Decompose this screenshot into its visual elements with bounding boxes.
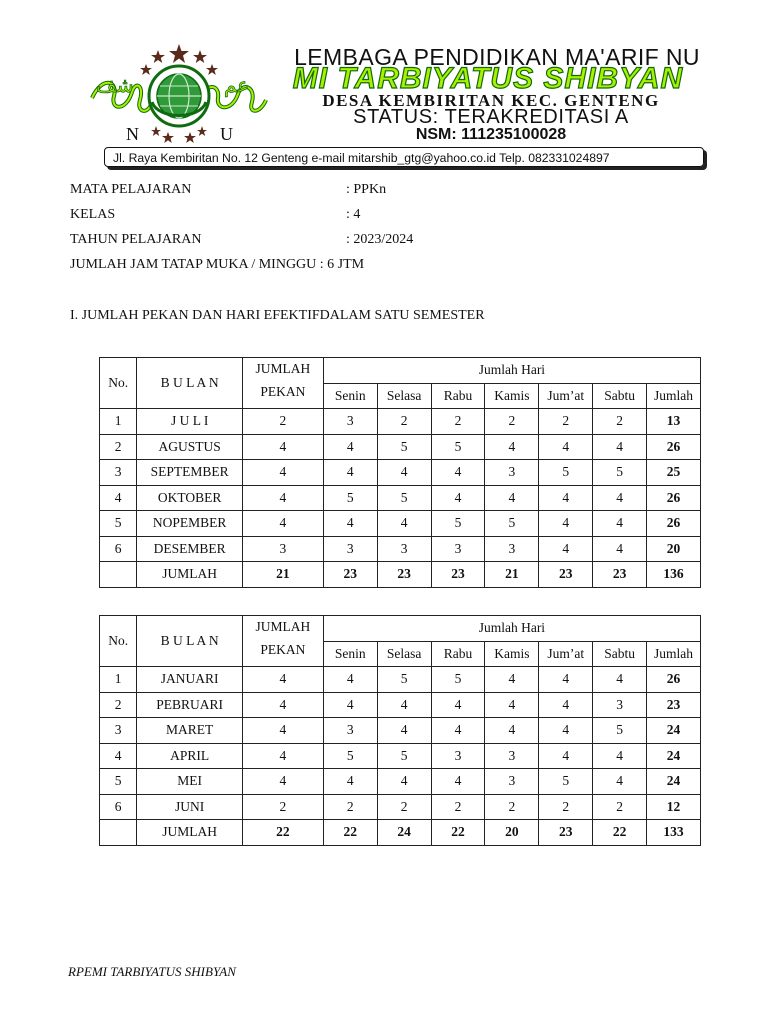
table-cell: MARET [137,718,243,744]
table-cell: 26 [647,667,701,693]
table-cell: 4 [431,485,485,511]
header-pekan-line1: JUMLAH [255,618,311,634]
table-cell: 2 [242,409,323,435]
header-day: Jum’at [539,383,593,409]
table-cell: 4 [539,536,593,562]
table-cell: 4 [539,718,593,744]
table-cell: 2 [539,794,593,820]
table-cell: 3 [431,743,485,769]
school-village: DESA KEMBIRITAN KEC. GENTENG [322,91,660,110]
table-cell: 2 [377,409,431,435]
table-row [100,794,701,820]
semester1-table [99,357,701,588]
table-cell: 4 [593,536,647,562]
header-day: Jum’at [539,641,593,667]
table-cell: 3 [431,536,485,562]
table-cell: 4 [593,667,647,693]
info-label: TAHUN PELAJARAN [70,232,202,247]
table-cell: OKTOBER [137,485,243,511]
total-cell: 23 [323,562,377,588]
table-cell: 25 [647,460,701,486]
table-cell: 24 [647,769,701,795]
table-cell: 26 [647,434,701,460]
table-total-row [100,562,701,588]
header-day: Rabu [431,641,485,667]
table-cell: 4 [431,769,485,795]
table-cell: 4 [323,511,377,537]
accreditation-status: STATUS: TERAKREDITASI A [353,106,629,128]
header-day: Sabtu [593,383,647,409]
table-cell: 5 [323,485,377,511]
table-cell: 5 [323,743,377,769]
table-cell: 4 [242,769,323,795]
table-cell: 2 [485,409,539,435]
address-bar: Jl. Raya Kembiritan No. 12 Genteng e-mail mitarshib_gtg@yahoo.co.id Telp. 082331024897 [104,147,704,167]
info-kelas [70,207,361,223]
table-row [100,409,701,435]
table-cell: 5 [100,769,137,795]
table-cell: 4 [242,718,323,744]
table-cell: 4 [593,434,647,460]
table-cell: 5 [539,460,593,486]
school-nsm: NSM: 111235100028 [415,126,567,143]
table-cell: 4 [242,485,323,511]
table-cell: SEPTEMBER [137,460,243,486]
table-cell: 4 [539,692,593,718]
table-cell: 4 [539,511,593,537]
table-cell: 24 [647,718,701,744]
table-header-row [100,616,701,642]
table-cell: 3 [323,536,377,562]
header-jumlah-pekan [242,358,323,409]
table-cell: 20 [647,536,701,562]
total-cell: 21 [485,562,539,588]
table-cell: 3 [100,718,137,744]
table-cell: 4 [377,692,431,718]
table-total-row [100,820,701,846]
table-cell: 5 [593,718,647,744]
header-day: Rabu [431,383,485,409]
table-row [100,460,701,486]
header-pekan-line2: PEKAN [260,641,306,657]
total-cell [100,562,137,588]
table-row [100,536,701,562]
table-cell: 4 [593,743,647,769]
table-cell: 4 [593,769,647,795]
table-cell: 5 [377,667,431,693]
table-cell: 23 [647,692,701,718]
table-cell: 4 [485,485,539,511]
table-cell: 5 [377,434,431,460]
header-bulan: B U L A N [137,358,243,409]
table-cell: 4 [242,434,323,460]
table-cell: 4 [323,769,377,795]
table-cell: 26 [647,485,701,511]
table-cell: 26 [647,511,701,537]
table-cell: APRIL [137,743,243,769]
table-cell: 5 [431,511,485,537]
total-cell [100,820,137,846]
table-cell: 2 [323,794,377,820]
table-row [100,743,701,769]
header-jumlah-pekan [242,616,323,667]
table-cell: 4 [323,434,377,460]
table-cell: 2 [539,409,593,435]
table-row [100,511,701,537]
total-cell: 23 [539,820,593,846]
header-pekan-line2: PEKAN [260,383,306,399]
header-no: No. [100,616,137,667]
total-cell: 133 [647,820,701,846]
header-day: Kamis [485,383,539,409]
header-day: Senin [323,641,377,667]
table-row [100,485,701,511]
table-row [100,718,701,744]
table-cell: 5 [485,511,539,537]
total-cell: 23 [377,562,431,588]
table-cell: JANUARI [137,667,243,693]
table-cell: NOPEMBER [137,511,243,537]
table-cell: 4 [593,485,647,511]
header-jumlah-hari: Jumlah Hari [323,358,700,384]
table-cell: 5 [100,511,137,537]
table-cell: 3 [242,536,323,562]
table-cell: 2 [242,794,323,820]
table-cell: 4 [539,434,593,460]
total-cell: 22 [431,820,485,846]
table-cell: 4 [100,485,137,511]
table-cell: 3 [593,692,647,718]
table-cell: 3 [323,718,377,744]
total-cell: 22 [593,820,647,846]
table-cell: 2 [431,794,485,820]
table-cell: 24 [647,743,701,769]
total-cell: 23 [431,562,485,588]
table-cell: 4 [377,511,431,537]
header-day: Selasa [377,641,431,667]
table-cell: 4 [485,692,539,718]
semester2-table [99,615,701,846]
table-cell: 2 [377,794,431,820]
table-cell: 4 [242,667,323,693]
table-row [100,769,701,795]
table-cell: 5 [539,769,593,795]
table-cell: 3 [485,536,539,562]
table-row [100,434,701,460]
school-name: MI TARBIYATUS SHIBYAN [292,62,684,95]
table-cell: J U L I [137,409,243,435]
table-cell: 4 [323,667,377,693]
logo-letter-u: U [220,124,233,144]
table-cell: 4 [242,511,323,537]
total-cell: 20 [485,820,539,846]
header-day: Jumlah [647,383,701,409]
header-day: Kamis [485,641,539,667]
table-cell: JUNI [137,794,243,820]
table-cell: 4 [242,460,323,486]
table-cell: 3 [485,460,539,486]
header-jumlah-hari: Jumlah Hari [323,616,700,642]
total-cell: JUMLAH [137,820,243,846]
table-cell: 5 [593,460,647,486]
table-cell: 3 [485,769,539,795]
table-cell: 2 [100,434,137,460]
table-cell: 6 [100,794,137,820]
table-row [100,692,701,718]
footer-text: RPEMI TARBIYATUS SHIBYAN [68,964,236,979]
table-cell: 12 [647,794,701,820]
table-cell: 2 [593,794,647,820]
table-cell: MEI [137,769,243,795]
table-cell: 4 [242,692,323,718]
table-cell: 4 [377,460,431,486]
table-row [100,667,701,693]
table-cell: 3 [485,743,539,769]
info-value: : PPKn [346,182,387,197]
table-cell: AGUSTUS [137,434,243,460]
header-pekan-line1: JUMLAH [255,360,311,376]
table-cell: 4 [242,743,323,769]
table-cell: 1 [100,667,137,693]
info-label: JUMLAH JAM TATAP MUKA / MINGGU : 6 JTM [70,257,365,272]
info-value: : 2023/2024 [346,232,414,247]
table-cell: 5 [431,667,485,693]
info-tahun-pelajaran [70,232,414,248]
table-cell: DESEMBER [137,536,243,562]
section-title: I. JUMLAH PEKAN DAN HARI EFEKTIFDALAM SATU SEMESTER [70,308,485,323]
total-cell: 24 [377,820,431,846]
table-cell: 4 [323,692,377,718]
svg-text:عم: عم [224,73,250,97]
table-cell: 4 [485,718,539,744]
table-cell: 3 [377,536,431,562]
table-cell: 2 [485,794,539,820]
total-cell: 23 [539,562,593,588]
table-cell: 1 [100,409,137,435]
total-cell: 22 [242,820,323,846]
header-day: Senin [323,383,377,409]
table-cell: 4 [323,460,377,486]
table-cell: 4 [431,460,485,486]
header-no: No. [100,358,137,409]
table-cell: 4 [539,667,593,693]
total-cell: 23 [593,562,647,588]
table-cell: 2 [431,409,485,435]
table-header-row [100,358,701,384]
header-day: Sabtu [593,641,647,667]
table-cell: 4 [377,769,431,795]
svg-text:شف: شف [96,73,134,97]
table-cell: 4 [431,692,485,718]
table-cell: 4 [485,667,539,693]
table-cell: PEBRUARI [137,692,243,718]
table-cell: 2 [100,692,137,718]
table-cell: 4 [539,485,593,511]
header-day: Selasa [377,383,431,409]
table-cell: 5 [431,434,485,460]
info-jam-tatap-muka [70,257,364,273]
table-cell: 5 [377,485,431,511]
table-cell: 4 [377,718,431,744]
header-bulan: B U L A N [137,616,243,667]
table-cell: 4 [593,511,647,537]
table-cell: 5 [377,743,431,769]
total-cell: 136 [647,562,701,588]
header-day: Jumlah [647,641,701,667]
total-cell: 21 [242,562,323,588]
institution-name: LEMBAGA PENDIDIKAN MA'ARIF NU [294,44,700,70]
info-label: KELAS [70,207,116,222]
table-cell: 4 [431,718,485,744]
info-label: MATA PELAJARAN [70,182,192,197]
table-cell: 6 [100,536,137,562]
total-cell: 22 [323,820,377,846]
nu-logo [88,40,270,148]
total-cell: JUMLAH [137,562,243,588]
table-cell: 13 [647,409,701,435]
table-cell: 3 [323,409,377,435]
table-cell: 3 [100,460,137,486]
info-mata-pelajaran [70,182,387,198]
info-value: : 4 [346,207,361,222]
table-cell: 4 [485,434,539,460]
table-cell: 2 [593,409,647,435]
table-cell: 4 [100,743,137,769]
logo-letter-n: N [126,124,139,144]
table-cell: 4 [539,743,593,769]
